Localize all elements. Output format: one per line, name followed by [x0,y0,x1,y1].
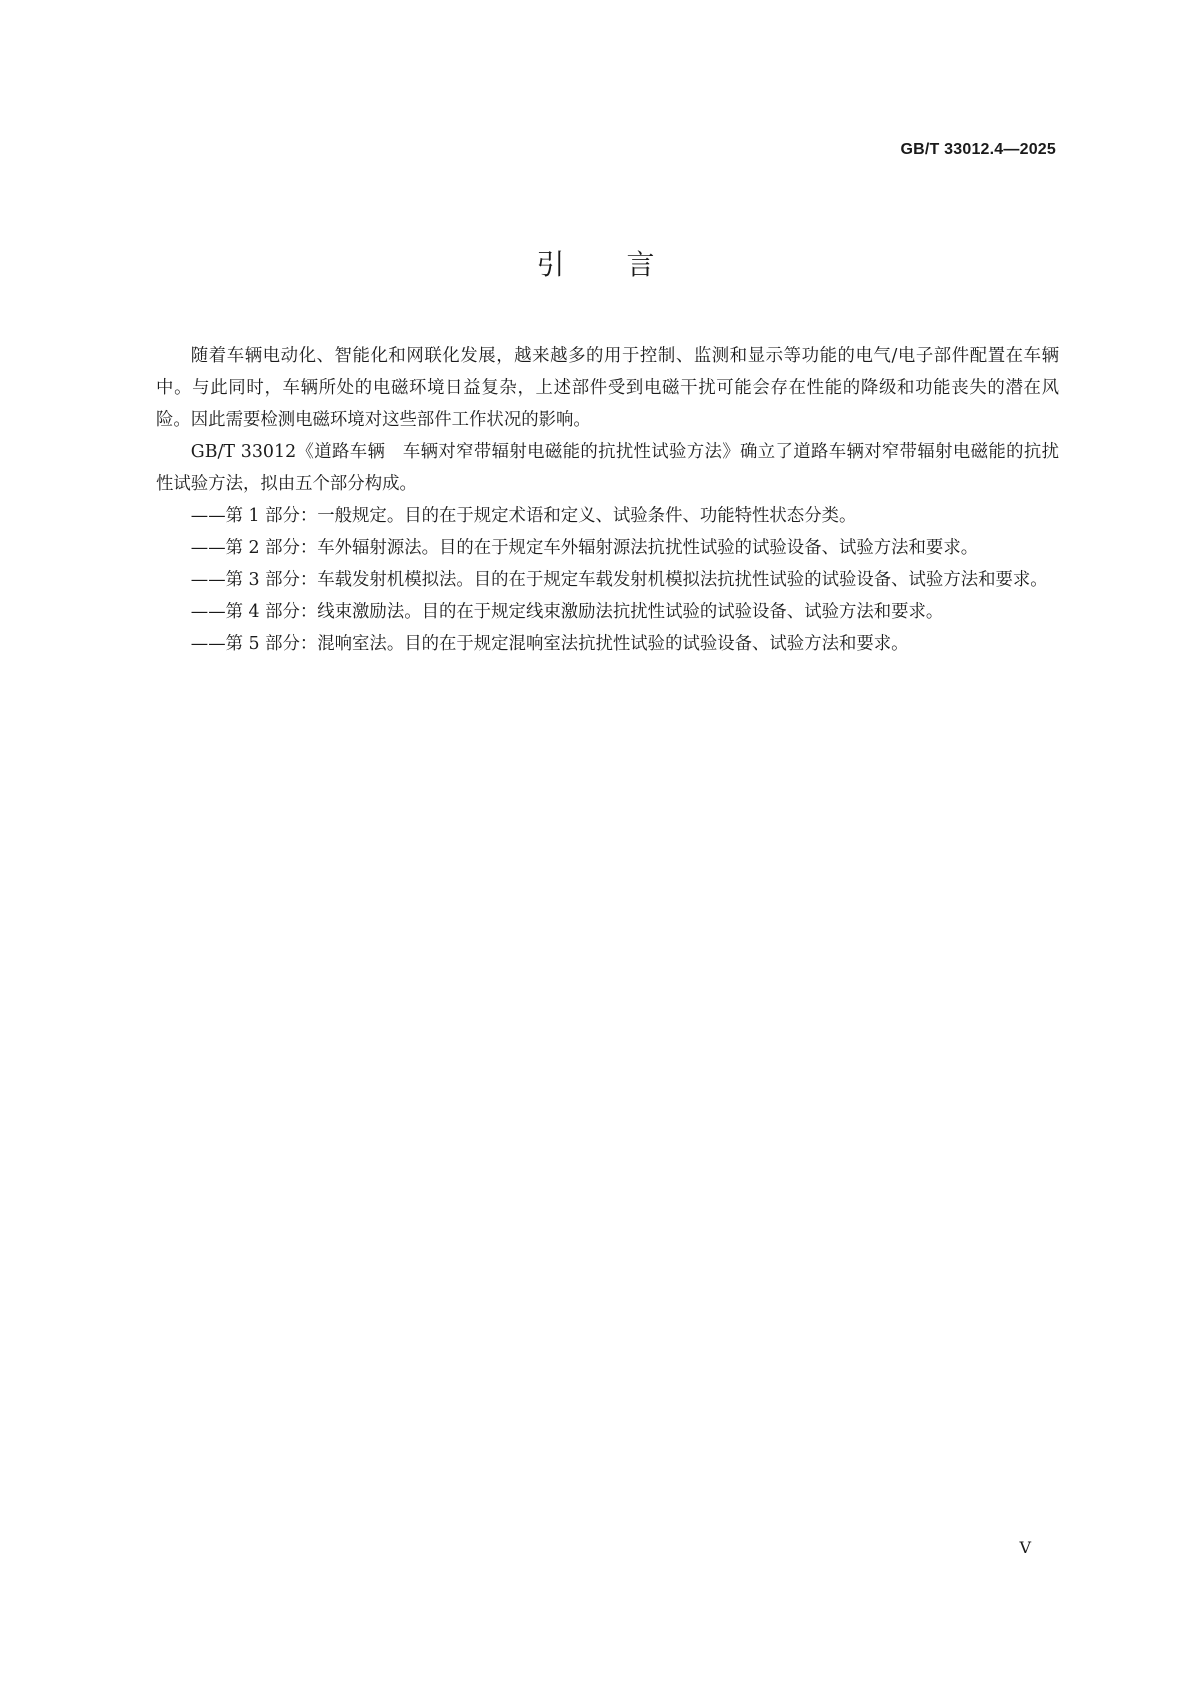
page-number: V [1019,1538,1031,1557]
page-title: 引言 [536,248,717,281]
list-item: ——第 4 部分：线束激励法。目的在于规定线束激励法抗扰性试验的试验设备、试验方法和要求。 [190,602,944,622]
intro-paragraph: GB/T 33012《道路车辆 车辆对窄带辐射电磁能的抗扰性试验方法》确立了道路车辆对窄带辐射电磁能的抗扰性试验方法，拟由五个部分构成。 [156,442,1059,494]
body-content [156,340,1059,660]
list-item: ——第 3 部分：车载发射机模拟法。目的在于规定车载发射机模拟法抗扰性试验的试验设备、试验方法和要求。 [190,570,1048,590]
list-item: ——第 1 部分：一般规定。目的在于规定术语和定义、试验条件、功能特性状态分类。 [190,506,857,526]
list-item: ——第 5 部分：混响室法。目的在于规定混响室法抗扰性试验的试验设备、试验方法和要求。 [190,634,909,654]
list-item: ——第 2 部分：车外辐射源法。目的在于规定车外辐射源法抗扰性试验的试验设备、试验方法和要求。 [190,538,979,558]
document-code: GB/T 33012.4—2025 [900,141,1056,158]
intro-paragraph: 随着车辆电动化、智能化和网联化发展，越来越多的用于控制、监测和显示等功能的电气/电子部件配置在车辆中。与此同时，车辆所处的电磁环境日益复杂，上述部件受到电磁干扰可能会存在性能的降级和功能丧失的潜在风险。因此需要检测电磁环境对这些部件工作状况的影响。 [156,346,1059,430]
